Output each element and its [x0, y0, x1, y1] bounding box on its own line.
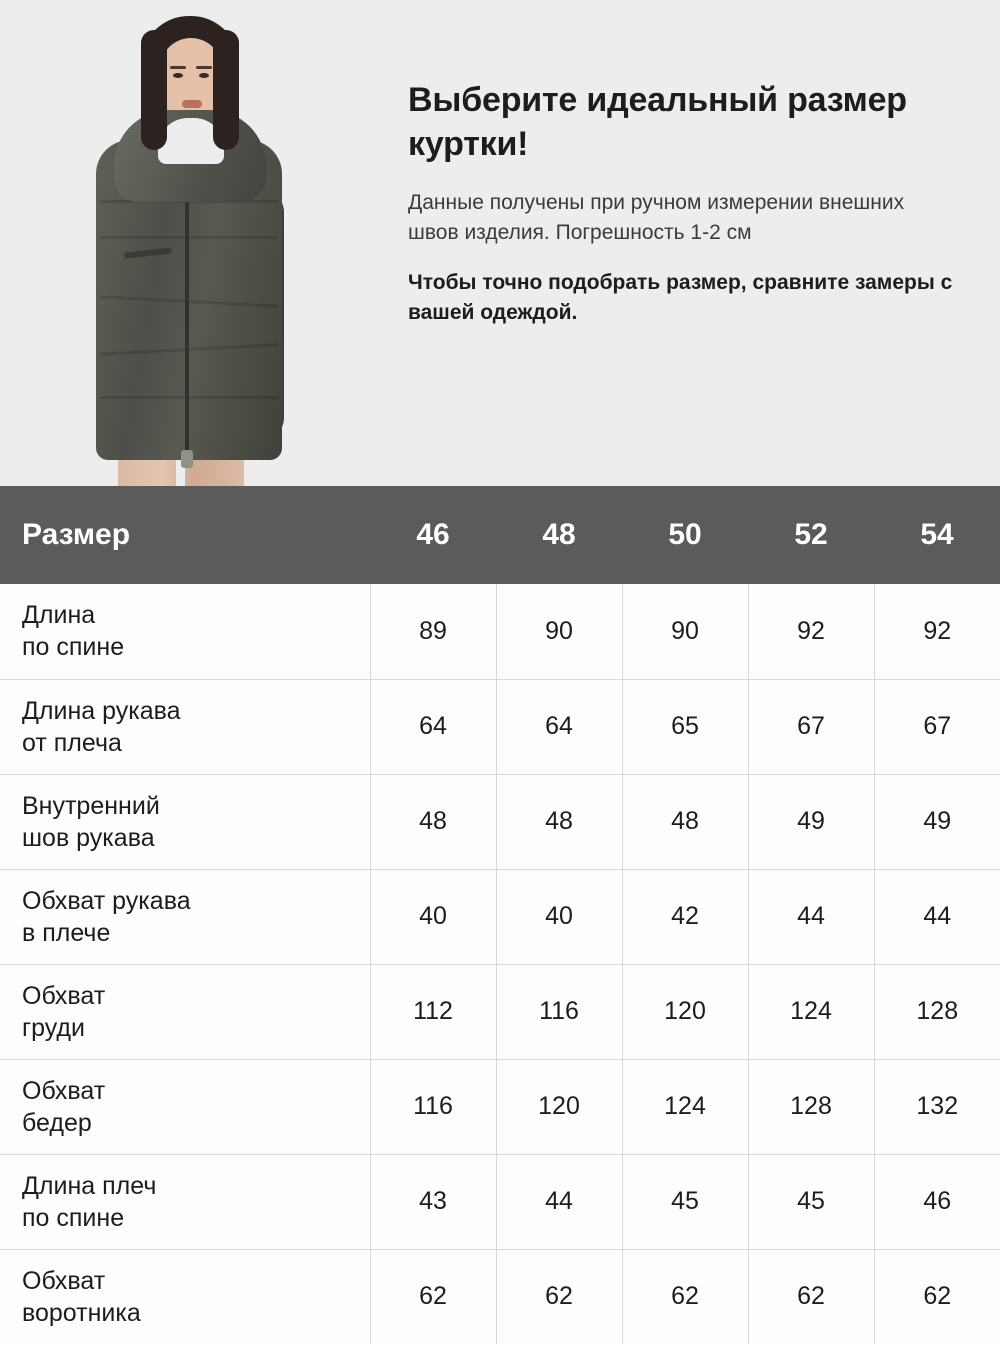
row-label-back-length	[0, 584, 370, 679]
cell-inner-sleeve-seam-46: 48	[370, 774, 496, 869]
row-label-line-2: груди	[22, 1013, 85, 1042]
product-photo	[0, 0, 380, 486]
cell-collar-girth-54: 62	[874, 1249, 1000, 1344]
model-eyebrow-left	[170, 66, 186, 69]
cell-hip-girth-52: 128	[748, 1059, 874, 1154]
cell-sleeve-girth-54: 44	[874, 869, 1000, 964]
cell-sleeve-length-54: 67	[874, 679, 1000, 774]
table-row	[0, 1154, 1000, 1249]
model-hair-strand-left	[141, 30, 167, 150]
row-label-line-2: от плеча	[22, 728, 122, 757]
column-header-size-48: 48	[496, 486, 622, 584]
cell-chest-girth-50: 120	[622, 964, 748, 1059]
cell-back-length-48: 90	[496, 584, 622, 679]
measurement-disclaimer: Данные получены при ручном измерении внешних швов изделия. Погрешность 1-2 см	[408, 191, 905, 245]
size-table	[0, 486, 1000, 1344]
cell-chest-girth-54: 128	[874, 964, 1000, 1059]
cell-collar-girth-50: 62	[622, 1249, 748, 1344]
cell-sleeve-girth-52: 44	[748, 869, 874, 964]
jacket-zipper-pull	[181, 450, 193, 468]
cell-shoulder-length-54: 46	[874, 1154, 1000, 1249]
cell-hip-girth-50: 124	[622, 1059, 748, 1154]
row-label-shoulder-length	[0, 1154, 370, 1249]
row-label-line-2: в плече	[22, 918, 111, 947]
row-label-line-1: Обхват	[22, 1076, 106, 1105]
column-header-size-46: 46	[370, 486, 496, 584]
cell-shoulder-length-52: 45	[748, 1154, 874, 1249]
row-label-line-1: Обхват	[22, 981, 106, 1010]
row-label-sleeve-girth	[0, 869, 370, 964]
size-table-body	[0, 584, 1000, 1344]
model-hair-strand-right	[213, 30, 239, 150]
row-label-line-2: по спине	[22, 1203, 125, 1232]
cell-inner-sleeve-seam-52: 49	[748, 774, 874, 869]
column-header-measurement: Размер	[0, 486, 370, 584]
cell-collar-girth-48: 62	[496, 1249, 622, 1344]
model-eye-right	[199, 73, 209, 78]
cell-sleeve-girth-48: 40	[496, 869, 622, 964]
cell-back-length-52: 92	[748, 584, 874, 679]
cell-sleeve-length-50: 65	[622, 679, 748, 774]
cell-shoulder-length-46: 43	[370, 1154, 496, 1249]
row-label-line-2: шов рукава	[22, 823, 155, 852]
cell-collar-girth-46: 62	[370, 1249, 496, 1344]
table-row	[0, 1059, 1000, 1154]
cell-chest-girth-46: 112	[370, 964, 496, 1059]
model-eye-left	[173, 73, 183, 78]
cell-back-length-54: 92	[874, 584, 1000, 679]
row-label-line-2: бедер	[22, 1108, 92, 1137]
header-copy	[380, 0, 1000, 328]
size-table-head	[0, 486, 1000, 584]
cell-hip-girth-48: 120	[496, 1059, 622, 1154]
row-label-line-1: Внутренний	[22, 791, 160, 820]
jacket-quilt-line	[100, 236, 278, 239]
jacket-quilt-line	[100, 396, 278, 399]
cell-back-length-50: 90	[622, 584, 748, 679]
cell-hip-girth-54: 132	[874, 1059, 1000, 1154]
cell-hip-girth-46: 116	[370, 1059, 496, 1154]
cell-shoulder-length-48: 44	[496, 1154, 622, 1249]
row-label-sleeve-length	[0, 679, 370, 774]
row-label-line-1: Длина	[22, 601, 96, 630]
size-table-wrapper	[0, 486, 1000, 1344]
cell-inner-sleeve-seam-50: 48	[622, 774, 748, 869]
row-label-line-2: по спине	[22, 633, 125, 662]
table-row	[0, 964, 1000, 1059]
model-illustration	[0, 0, 380, 486]
model-eyebrow-right	[196, 66, 212, 69]
cell-back-length-46: 89	[370, 584, 496, 679]
cell-sleeve-length-48: 64	[496, 679, 622, 774]
row-label-line-1: Длина плеч	[22, 1171, 157, 1200]
row-label-line-1: Длина рукава	[22, 696, 181, 725]
cell-chest-girth-48: 116	[496, 964, 622, 1059]
page-title: Выберите идеальный размер куртки!	[408, 81, 907, 164]
table-row	[0, 584, 1000, 679]
row-label-line-1: Обхват	[22, 1266, 106, 1295]
cell-inner-sleeve-seam-54: 49	[874, 774, 1000, 869]
cell-sleeve-girth-46: 40	[370, 869, 496, 964]
row-label-chest-girth	[0, 964, 370, 1059]
cell-sleeve-length-52: 67	[748, 679, 874, 774]
row-label-line-2: воротника	[22, 1298, 141, 1327]
table-row	[0, 679, 1000, 774]
model-lips	[182, 100, 202, 108]
jacket-zipper	[185, 168, 189, 458]
column-header-size-50: 50	[622, 486, 748, 584]
column-header-size-52: 52	[748, 486, 874, 584]
table-row	[0, 774, 1000, 869]
row-label-hip-girth	[0, 1059, 370, 1154]
column-header-size-54: 54	[874, 486, 1000, 584]
table-header-row	[0, 486, 1000, 584]
cell-sleeve-girth-50: 42	[622, 869, 748, 964]
cell-sleeve-length-46: 64	[370, 679, 496, 774]
table-row	[0, 869, 1000, 964]
cell-inner-sleeve-seam-48: 48	[496, 774, 622, 869]
sizing-advice: Чтобы точно подобрать размер, сравните замеры с вашей одеждой.	[408, 271, 953, 324]
row-label-collar-girth	[0, 1249, 370, 1344]
cell-collar-girth-52: 62	[748, 1249, 874, 1344]
row-label-inner-sleeve-seam	[0, 774, 370, 869]
table-row	[0, 1249, 1000, 1344]
row-label-line-1: Обхват рукава	[22, 886, 191, 915]
cell-chest-girth-52: 124	[748, 964, 874, 1059]
header-section	[0, 0, 1000, 486]
cell-shoulder-length-50: 45	[622, 1154, 748, 1249]
